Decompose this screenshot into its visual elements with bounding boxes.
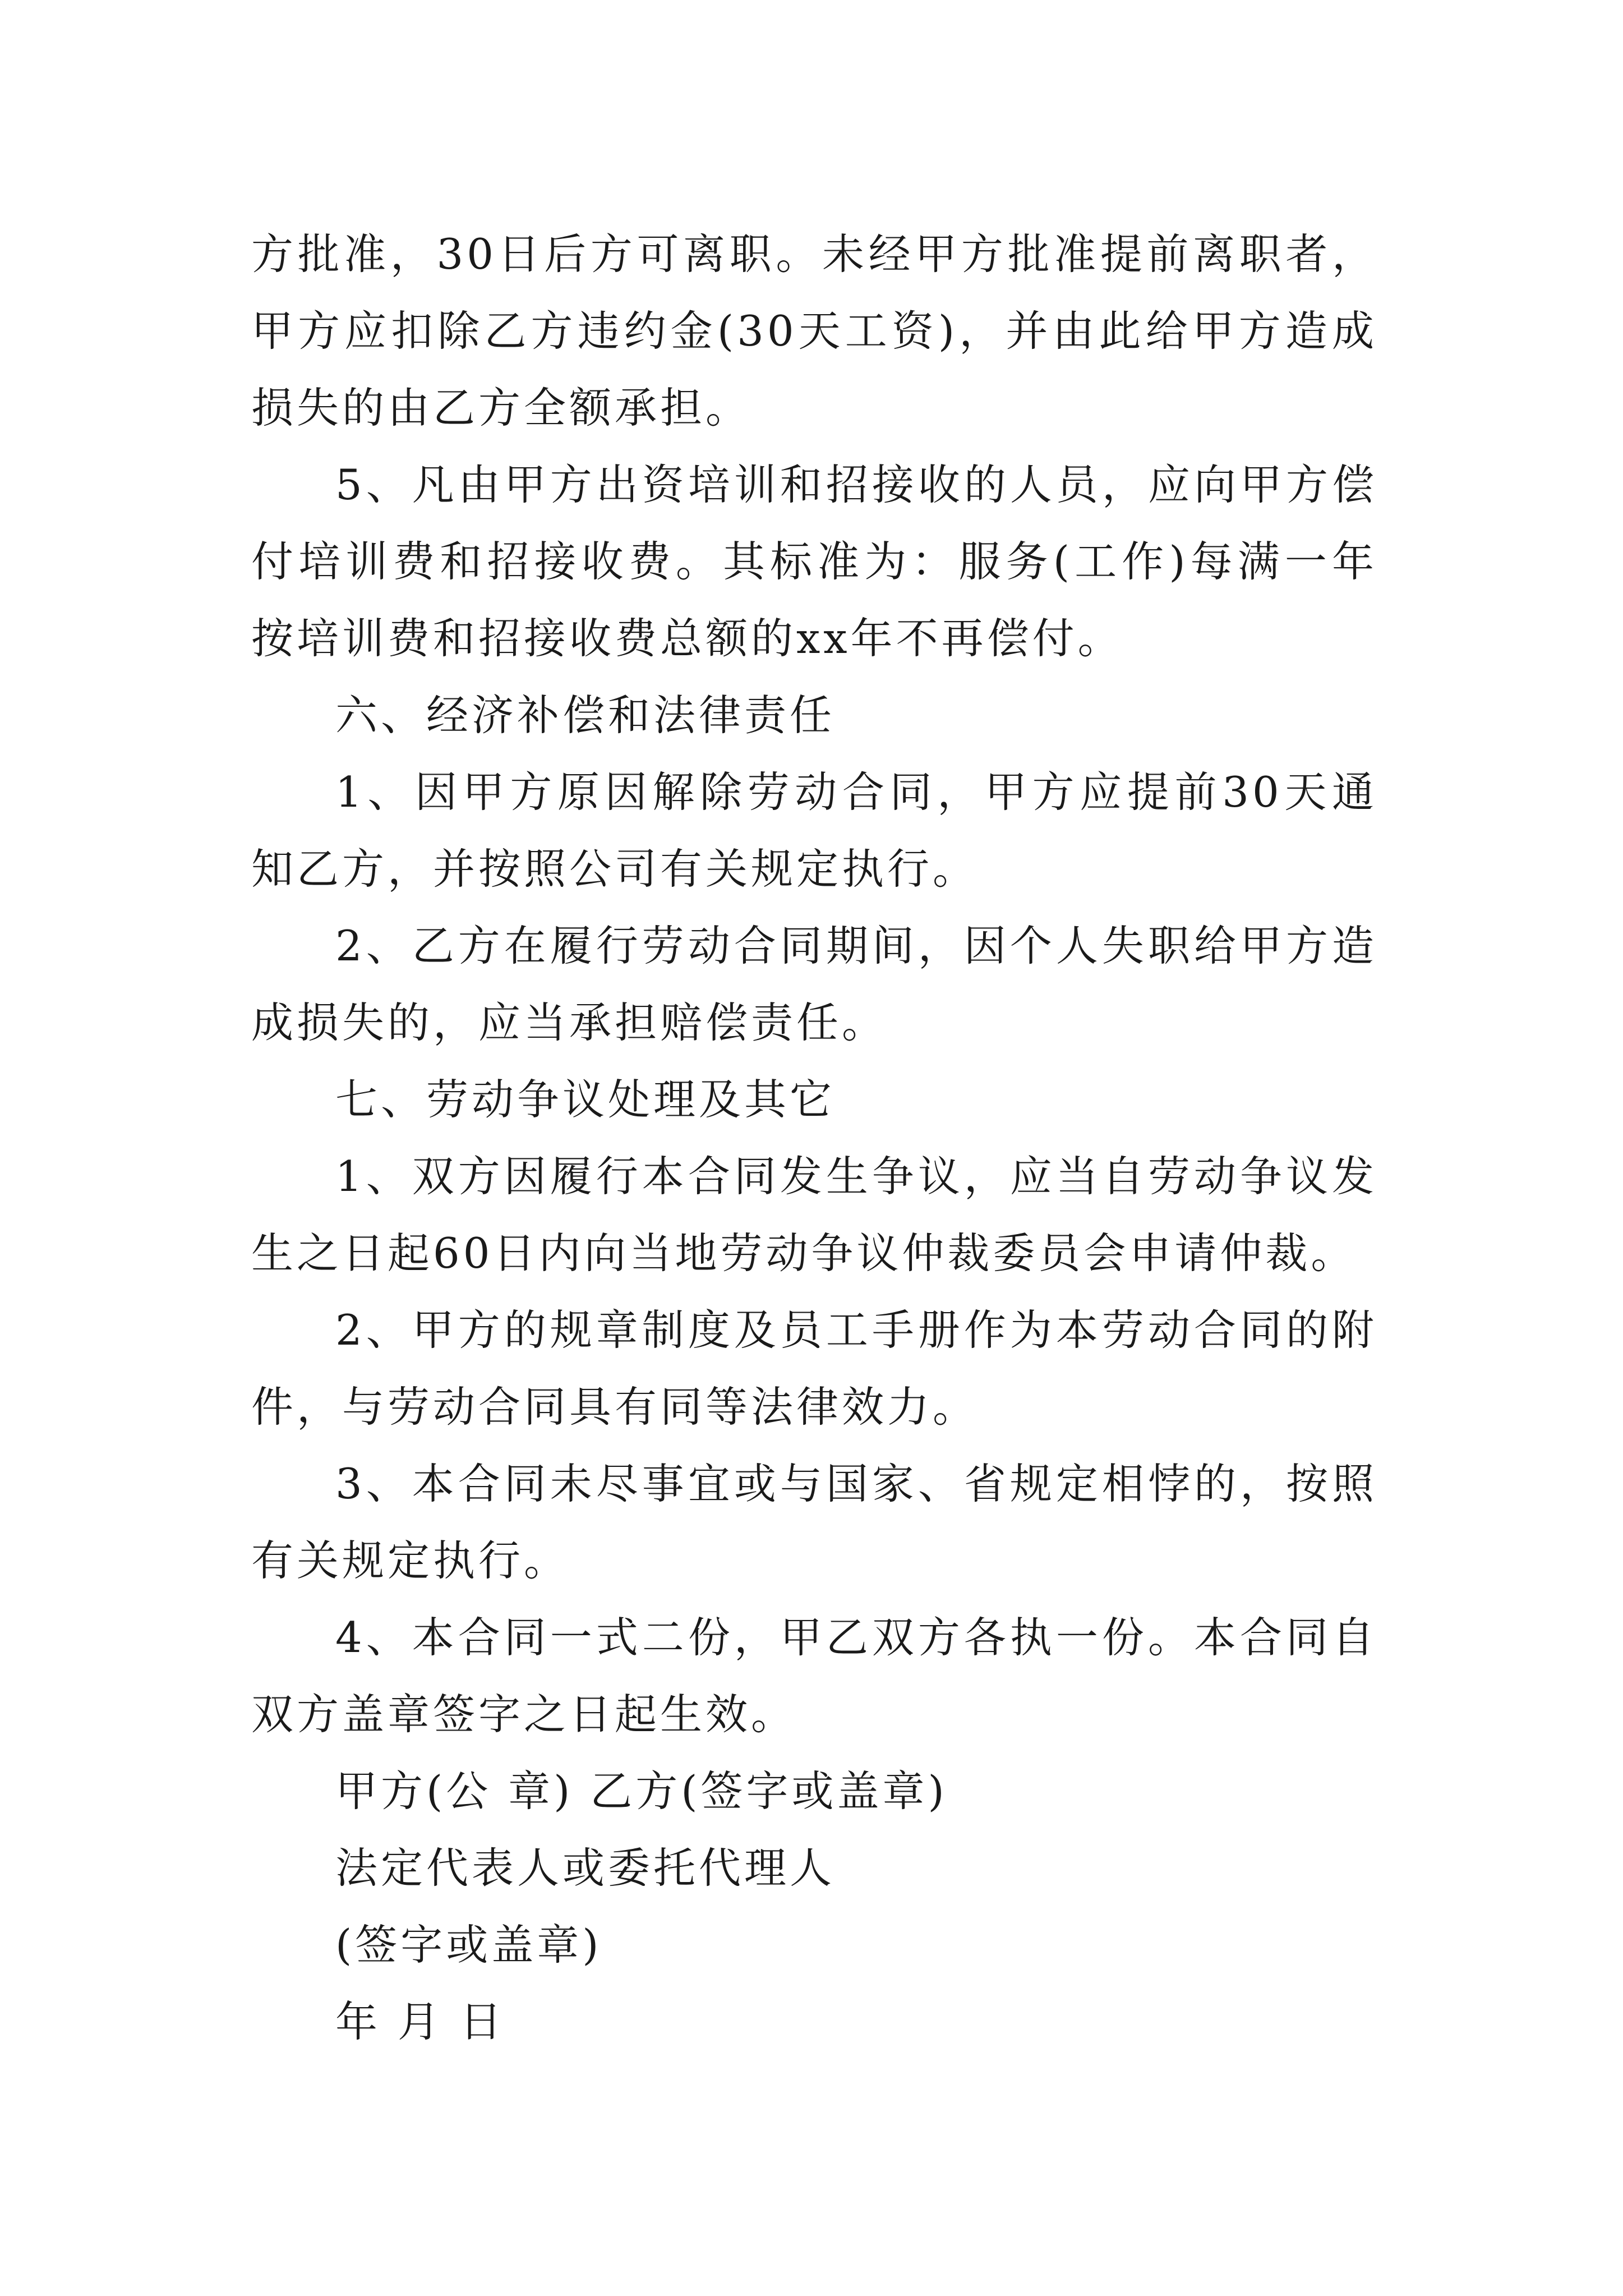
paragraph-resignation-continued: 方批准，30日后方可离职。未经甲方批准提前离职者，甲方应扣除乙方违约金(30天工资)，并由此给甲方造成损失的由乙方全额承担。 [251,229,1377,432]
paragraph-arbitration: 1、双方因履行本合同发生争议，应当自劳动争议发生之日起60日内向当地劳动争议仲裁委员会申请仲裁。 [251,1152,1377,1278]
section-heading-disputes: 七、劳动争议处理及其它 [335,1075,836,1124]
paragraph-liability: 2、乙方在履行劳动合同期间，因个人失职给甲方造成损失的，应当承担赔偿责任。 [251,921,1377,1047]
paragraph-termination-notice: 1、因甲方原因解除劳动合同，甲方应提前30天通知乙方，并按照公司有关规定执行。 [251,767,1377,894]
paragraph-unspecified-matters: 3、本合同未尽事宜或与国家、省规定相悖的，按照有关规定执行。 [251,1459,1377,1585]
paragraph-rules-annex: 2、甲方的规章制度及员工手册作为本劳动合同的附件，与劳动合同具有同等法律效力。 [251,1305,1377,1432]
signature-date: 年 月 日 [335,1997,505,2046]
paragraph-copies-effect: 4、本合同一式二份，甲乙双方各执一份。本合同自双方盖章签字之日起生效。 [251,1613,1377,1739]
paragraph-training-fee: 5、凡由甲方出资培训和招接收的人员，应向甲方偿付培训费和招接收费。其标准为：服务(工作)每满一年按培训费和招接收费总额的xx年不再偿付。 [251,460,1377,663]
signature-parties: 甲方(公 章) 乙方(签字或盖章) [335,1766,948,1816]
signature-representative: 法定代表人或委托代理人 [335,1843,836,1893]
section-heading-compensation: 六、经济补偿和法律责任 [335,691,836,740]
signature-note: (签字或盖章) [335,1920,602,1970]
document-body [251,216,1377,2060]
